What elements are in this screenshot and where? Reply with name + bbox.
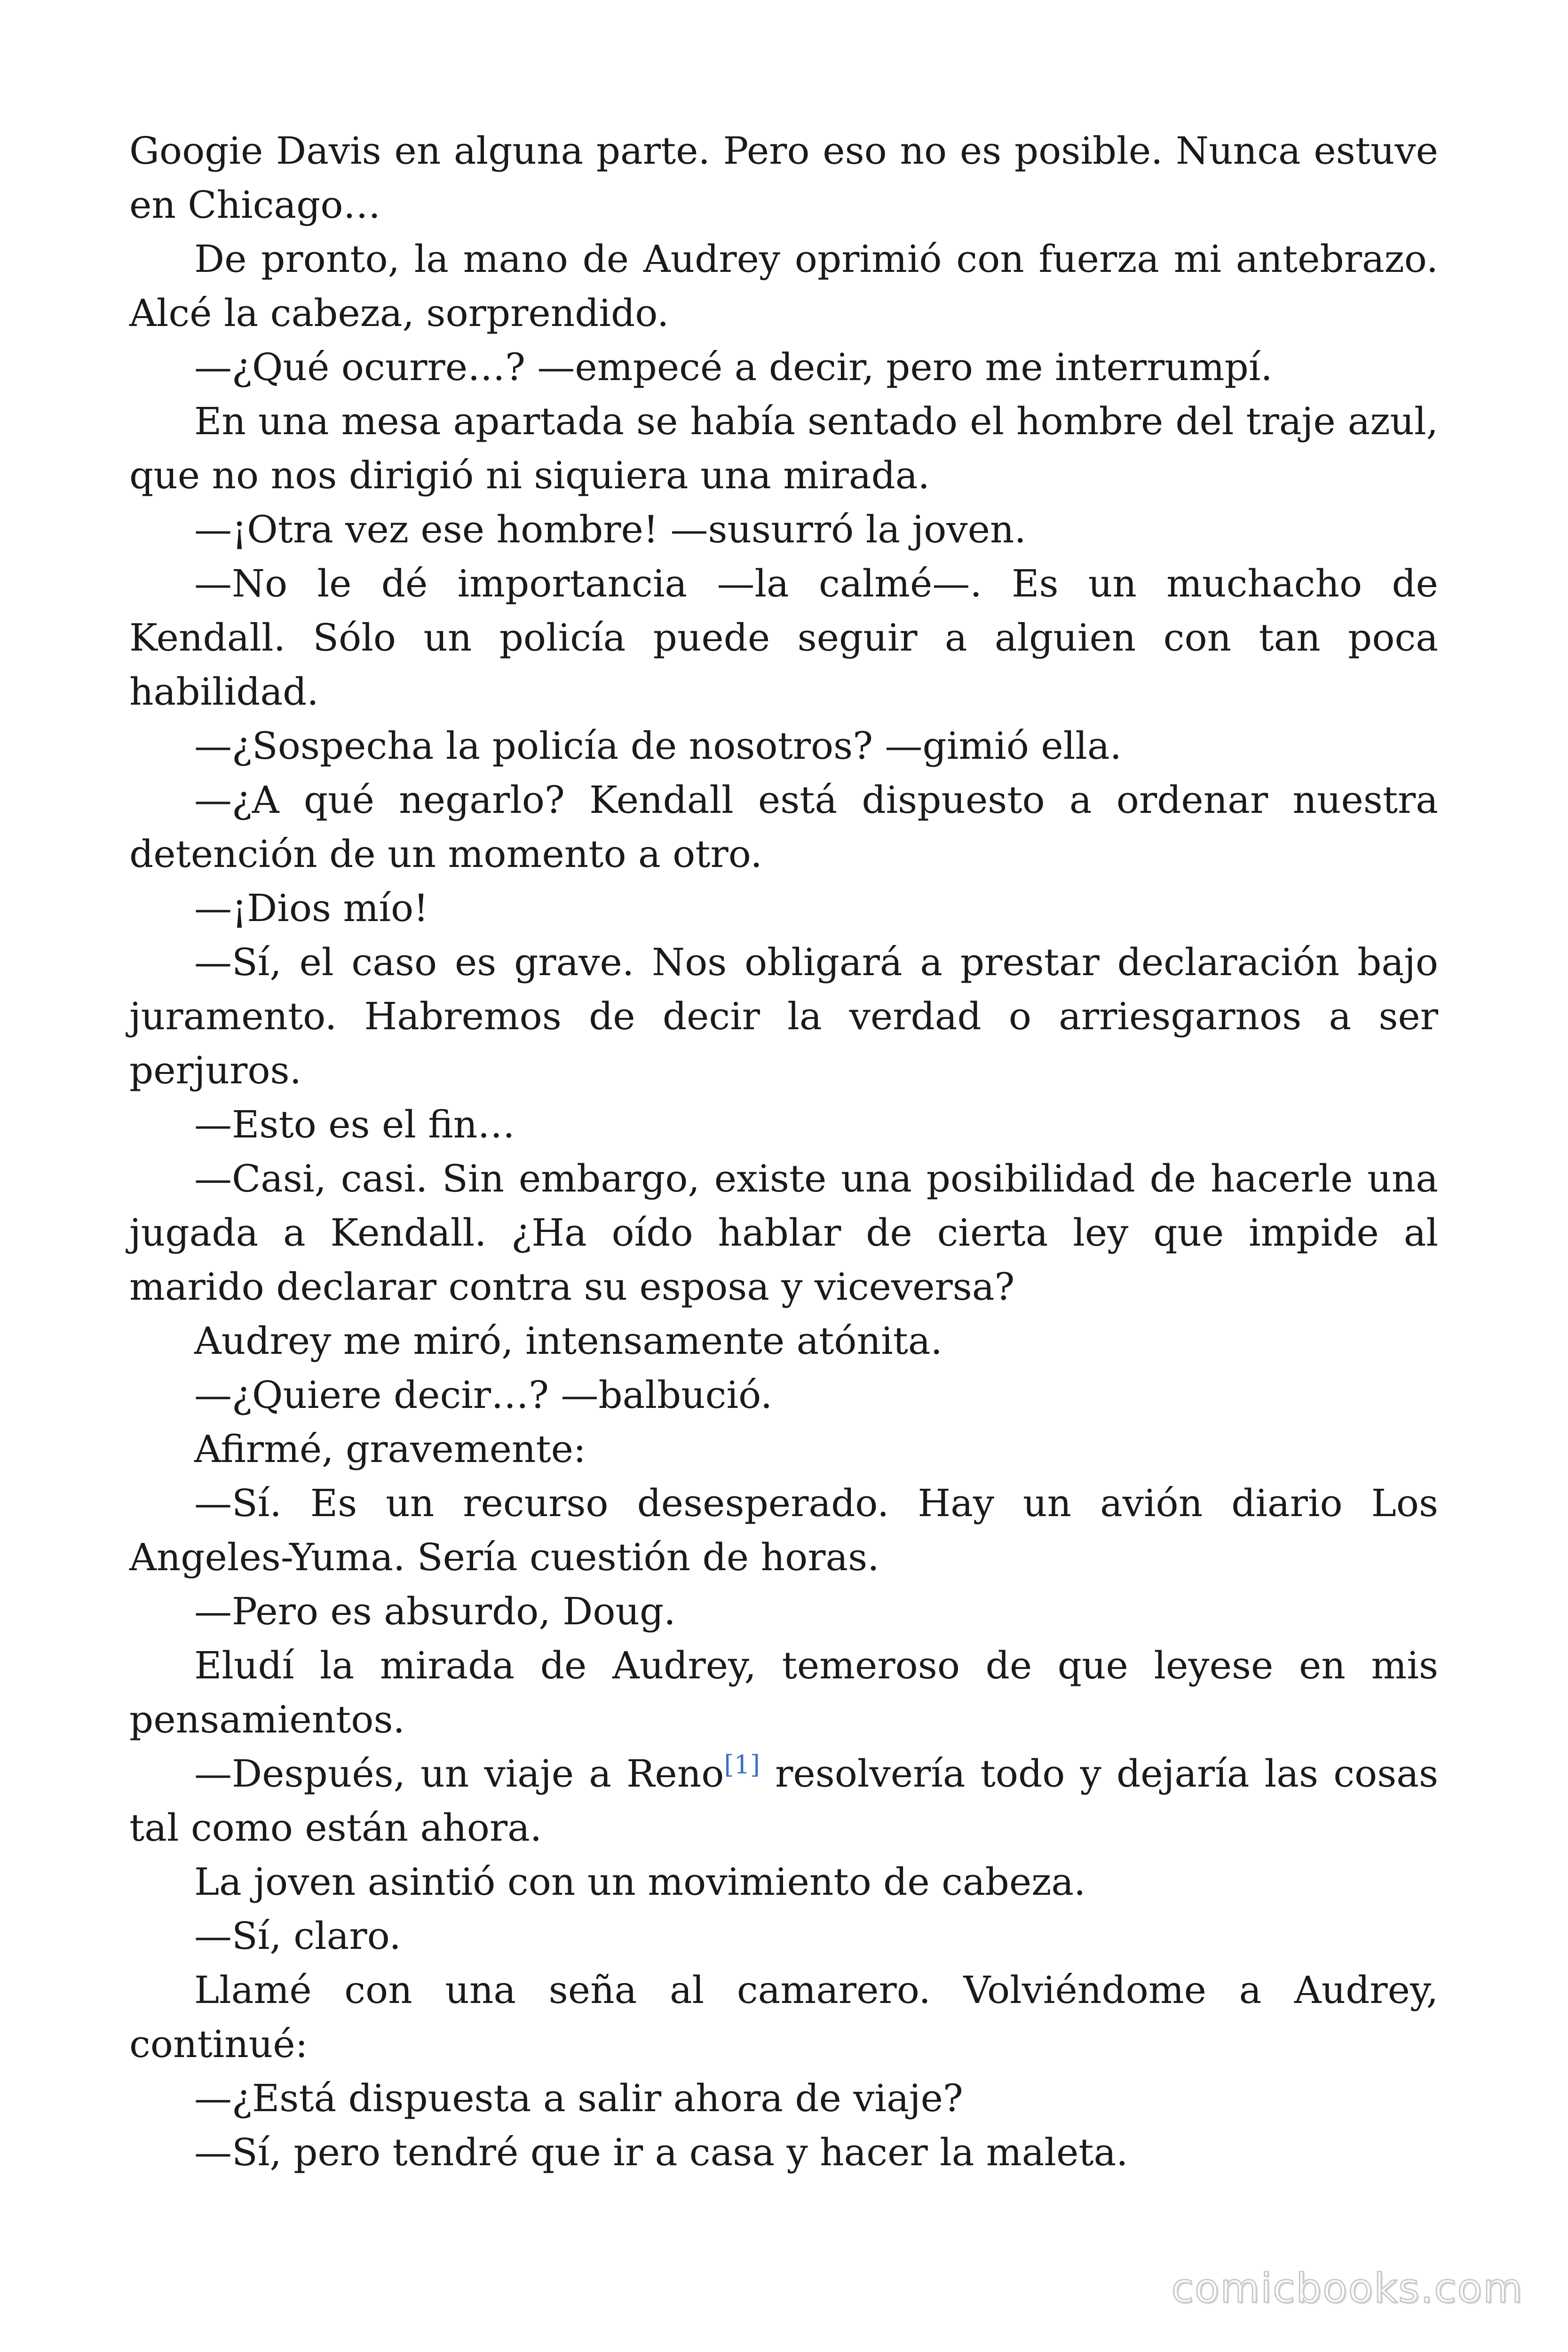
footnote-link[interactable]: [1] bbox=[724, 1750, 760, 1780]
paragraph-text-after: resolvería todo y dejaría las cosas tal como están ahora. bbox=[129, 1752, 1439, 1850]
body-text bbox=[129, 124, 1438, 2179]
paragraph: —Casi, casi. Sin embargo, existe una posibilidad de hacerle una jugada a Kendall. ¿Ha oído hablar de cierta ley que impide al marido declarar contra su esposa y viceversa? bbox=[129, 1157, 1438, 1309]
paragraph: Eludí la mirada de Audrey, temeroso de que leyese en mis pensamientos. bbox=[129, 1644, 1438, 1741]
paragraph: —Sí, el caso es grave. Nos obligará a prestar declaración bajo juramento. Habremos de decir la verdad o arriesgarnos a ser perjuros. bbox=[129, 940, 1438, 1092]
paragraph: —Sí, pero tendré que ir a casa y hacer la maleta. bbox=[194, 2130, 1128, 2174]
paragraph: —¡Dios mío! bbox=[194, 886, 429, 930]
paragraph: —Sí, claro. bbox=[194, 1914, 401, 1958]
paragraph: —Pero es absurdo, Doug. bbox=[194, 1589, 676, 1633]
paragraph: —¿Sospecha la policía de nosotros? —gimió ella. bbox=[194, 724, 1122, 768]
paragraph: —Sí. Es un recurso desesperado. Hay un avión diario Los Angeles-Yuma. Sería cuestión de horas. bbox=[129, 1481, 1438, 1579]
paragraph: —¿Qué ocurre…? —empecé a decir, pero me interrumpí. bbox=[194, 345, 1273, 389]
paragraph: Googie Davis en alguna parte. Pero eso no es posible. Nunca estuve en Chicago… bbox=[129, 129, 1438, 227]
paragraph: —No le dé importancia —la calmé—. Es un muchacho de Kendall. Sólo un policía puede seguir a alguien con tan poca habilidad. bbox=[129, 562, 1438, 714]
paragraph: De pronto, la mano de Audrey oprimió con fuerza mi antebrazo. Alcé la cabeza, sorprendido. bbox=[129, 237, 1438, 335]
paragraph: En una mesa apartada se había sentado el hombre del traje azul, que no nos dirigió ni siquiera una mirada. bbox=[129, 399, 1438, 497]
paragraph-with-footnote bbox=[129, 1747, 1438, 1855]
paragraph: La joven asintió con un movimiento de cabeza. bbox=[194, 1860, 1086, 1904]
paragraph: Llamé con una seña al camarero. Volviéndome a Audrey, continué: bbox=[129, 1968, 1438, 2066]
paragraph: Afirmé, gravemente: bbox=[194, 1427, 586, 1471]
paragraph-text-before: —Después, un viaje a Reno bbox=[194, 1752, 724, 1796]
paragraph: —¡Otra vez ese hombre! —susurró la joven. bbox=[194, 508, 1026, 551]
paragraph: —¿Está dispuesta a salir ahora de viaje? bbox=[194, 2076, 963, 2120]
paragraph: —¿Quiere decir…? —balbució. bbox=[194, 1373, 773, 1417]
paragraph: Audrey me miró, intensamente atónita. bbox=[194, 1319, 942, 1363]
paragraph: —¿A qué negarlo? Kendall está dispuesto a ordenar nuestra detención de un momento a otro. bbox=[129, 778, 1438, 876]
paragraph: —Esto es el fin… bbox=[194, 1103, 515, 1146]
watermark-logo: comicbooks.com bbox=[1171, 2265, 1523, 2312]
